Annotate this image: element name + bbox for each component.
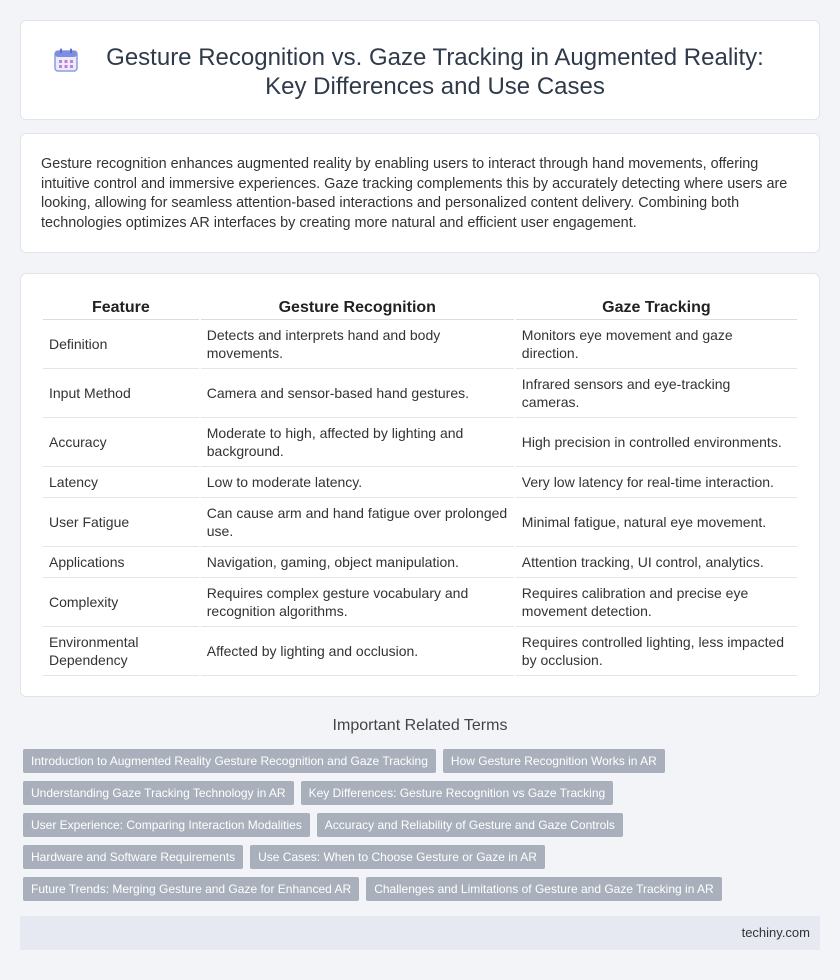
intro-card [20,133,820,253]
gesture-cell: Affected by lighting and occlusion. [201,627,514,676]
gesture-cell: Moderate to high, affected by lighting and background. [201,418,514,467]
gaze-cell: High precision in controlled environments. [516,418,797,467]
title-card [20,20,820,120]
feature-cell: Input Method [43,369,199,418]
table-row [43,627,797,676]
related-terms-list [23,749,803,901]
footer-site-link[interactable]: techiny.com [741,925,810,940]
related-term-link[interactable]: Challenges and Limitations of Gesture and Gaze Tracking in AR [366,877,722,901]
comparison-table [41,296,799,676]
feature-cell: Applications [43,547,199,578]
gesture-cell: Low to moderate latency. [201,467,514,498]
column-header-gesture: Gesture Recognition [201,296,514,320]
page-title: Gesture Recognition vs. Gaze Tracking in Augmented Reality: Key Differences and Use Cases [106,44,764,100]
feature-cell: Accuracy [43,418,199,467]
related-term-link[interactable]: Key Differences: Gesture Recognition vs Gaze Tracking [301,781,614,805]
table-row [43,418,797,467]
related-term-link[interactable]: Hardware and Software Requirements [23,845,243,869]
feature-cell: Complexity [43,578,199,627]
table-row [43,498,797,547]
gesture-cell: Navigation, gaming, object manipulation. [201,547,514,578]
related-term-link[interactable]: Accuracy and Reliability of Gesture and Gaze Controls [317,813,623,837]
gesture-cell: Can cause arm and hand fatigue over prolonged use. [201,498,514,547]
intro-paragraph: Gesture recognition enhances augmented reality by enabling users to interact through hand movements, offering intuitive control and immersive experiences. Gaze tracking complements this by accurately detecting where users are looking, allowing for seamless attention-based interactions and personalized content delivery. Combining both technologies optimizes AR interfaces by creating more natural and efficient user engagement. [41,156,788,231]
gaze-cell: Attention tracking, UI control, analytics. [516,547,797,578]
related-term-link[interactable]: Future Trends: Merging Gesture and Gaze for Enhanced AR [23,877,359,901]
related-term-link[interactable]: Introduction to Augmented Reality Gesture Recognition and Gaze Tracking [23,749,436,773]
related-term-link[interactable]: How Gesture Recognition Works in AR [443,749,665,773]
feature-cell: Definition [43,320,199,369]
related-term-link[interactable]: Understanding Gaze Tracking Technology in AR [23,781,294,805]
gaze-cell: Requires controlled lighting, less impacted by occlusion. [516,627,797,676]
table-row [43,547,797,578]
feature-cell: Environmental Dependency [43,627,199,676]
table-row [43,369,797,418]
comparison-card [20,273,820,697]
gaze-cell: Very low latency for real-time interaction. [516,467,797,498]
gaze-cell: Infrared sensors and eye-tracking cameras. [516,369,797,418]
table-header-row [43,296,797,320]
gesture-cell: Detects and interprets hand and body movements. [201,320,514,369]
related-term-link[interactable]: Use Cases: When to Choose Gesture or Gaze in AR [250,845,545,869]
gesture-cell: Camera and sensor-based hand gestures. [201,369,514,418]
gaze-cell: Minimal fatigue, natural eye movement. [516,498,797,547]
related-term-link[interactable]: User Experience: Comparing Interaction Modalities [23,813,310,837]
column-header-feature: Feature [43,296,199,320]
footer [20,916,820,950]
gaze-cell: Requires calibration and precise eye movement detection. [516,578,797,627]
feature-cell: User Fatigue [43,498,199,547]
related-terms-heading: Important Related Terms [332,717,508,734]
table-row [43,467,797,498]
gesture-cell: Requires complex gesture vocabulary and recognition algorithms. [201,578,514,627]
column-header-gaze: Gaze Tracking [516,296,797,320]
table-row [43,578,797,627]
feature-cell: Latency [43,467,199,498]
gaze-cell: Monitors eye movement and gaze direction. [516,320,797,369]
table-row [43,320,797,369]
